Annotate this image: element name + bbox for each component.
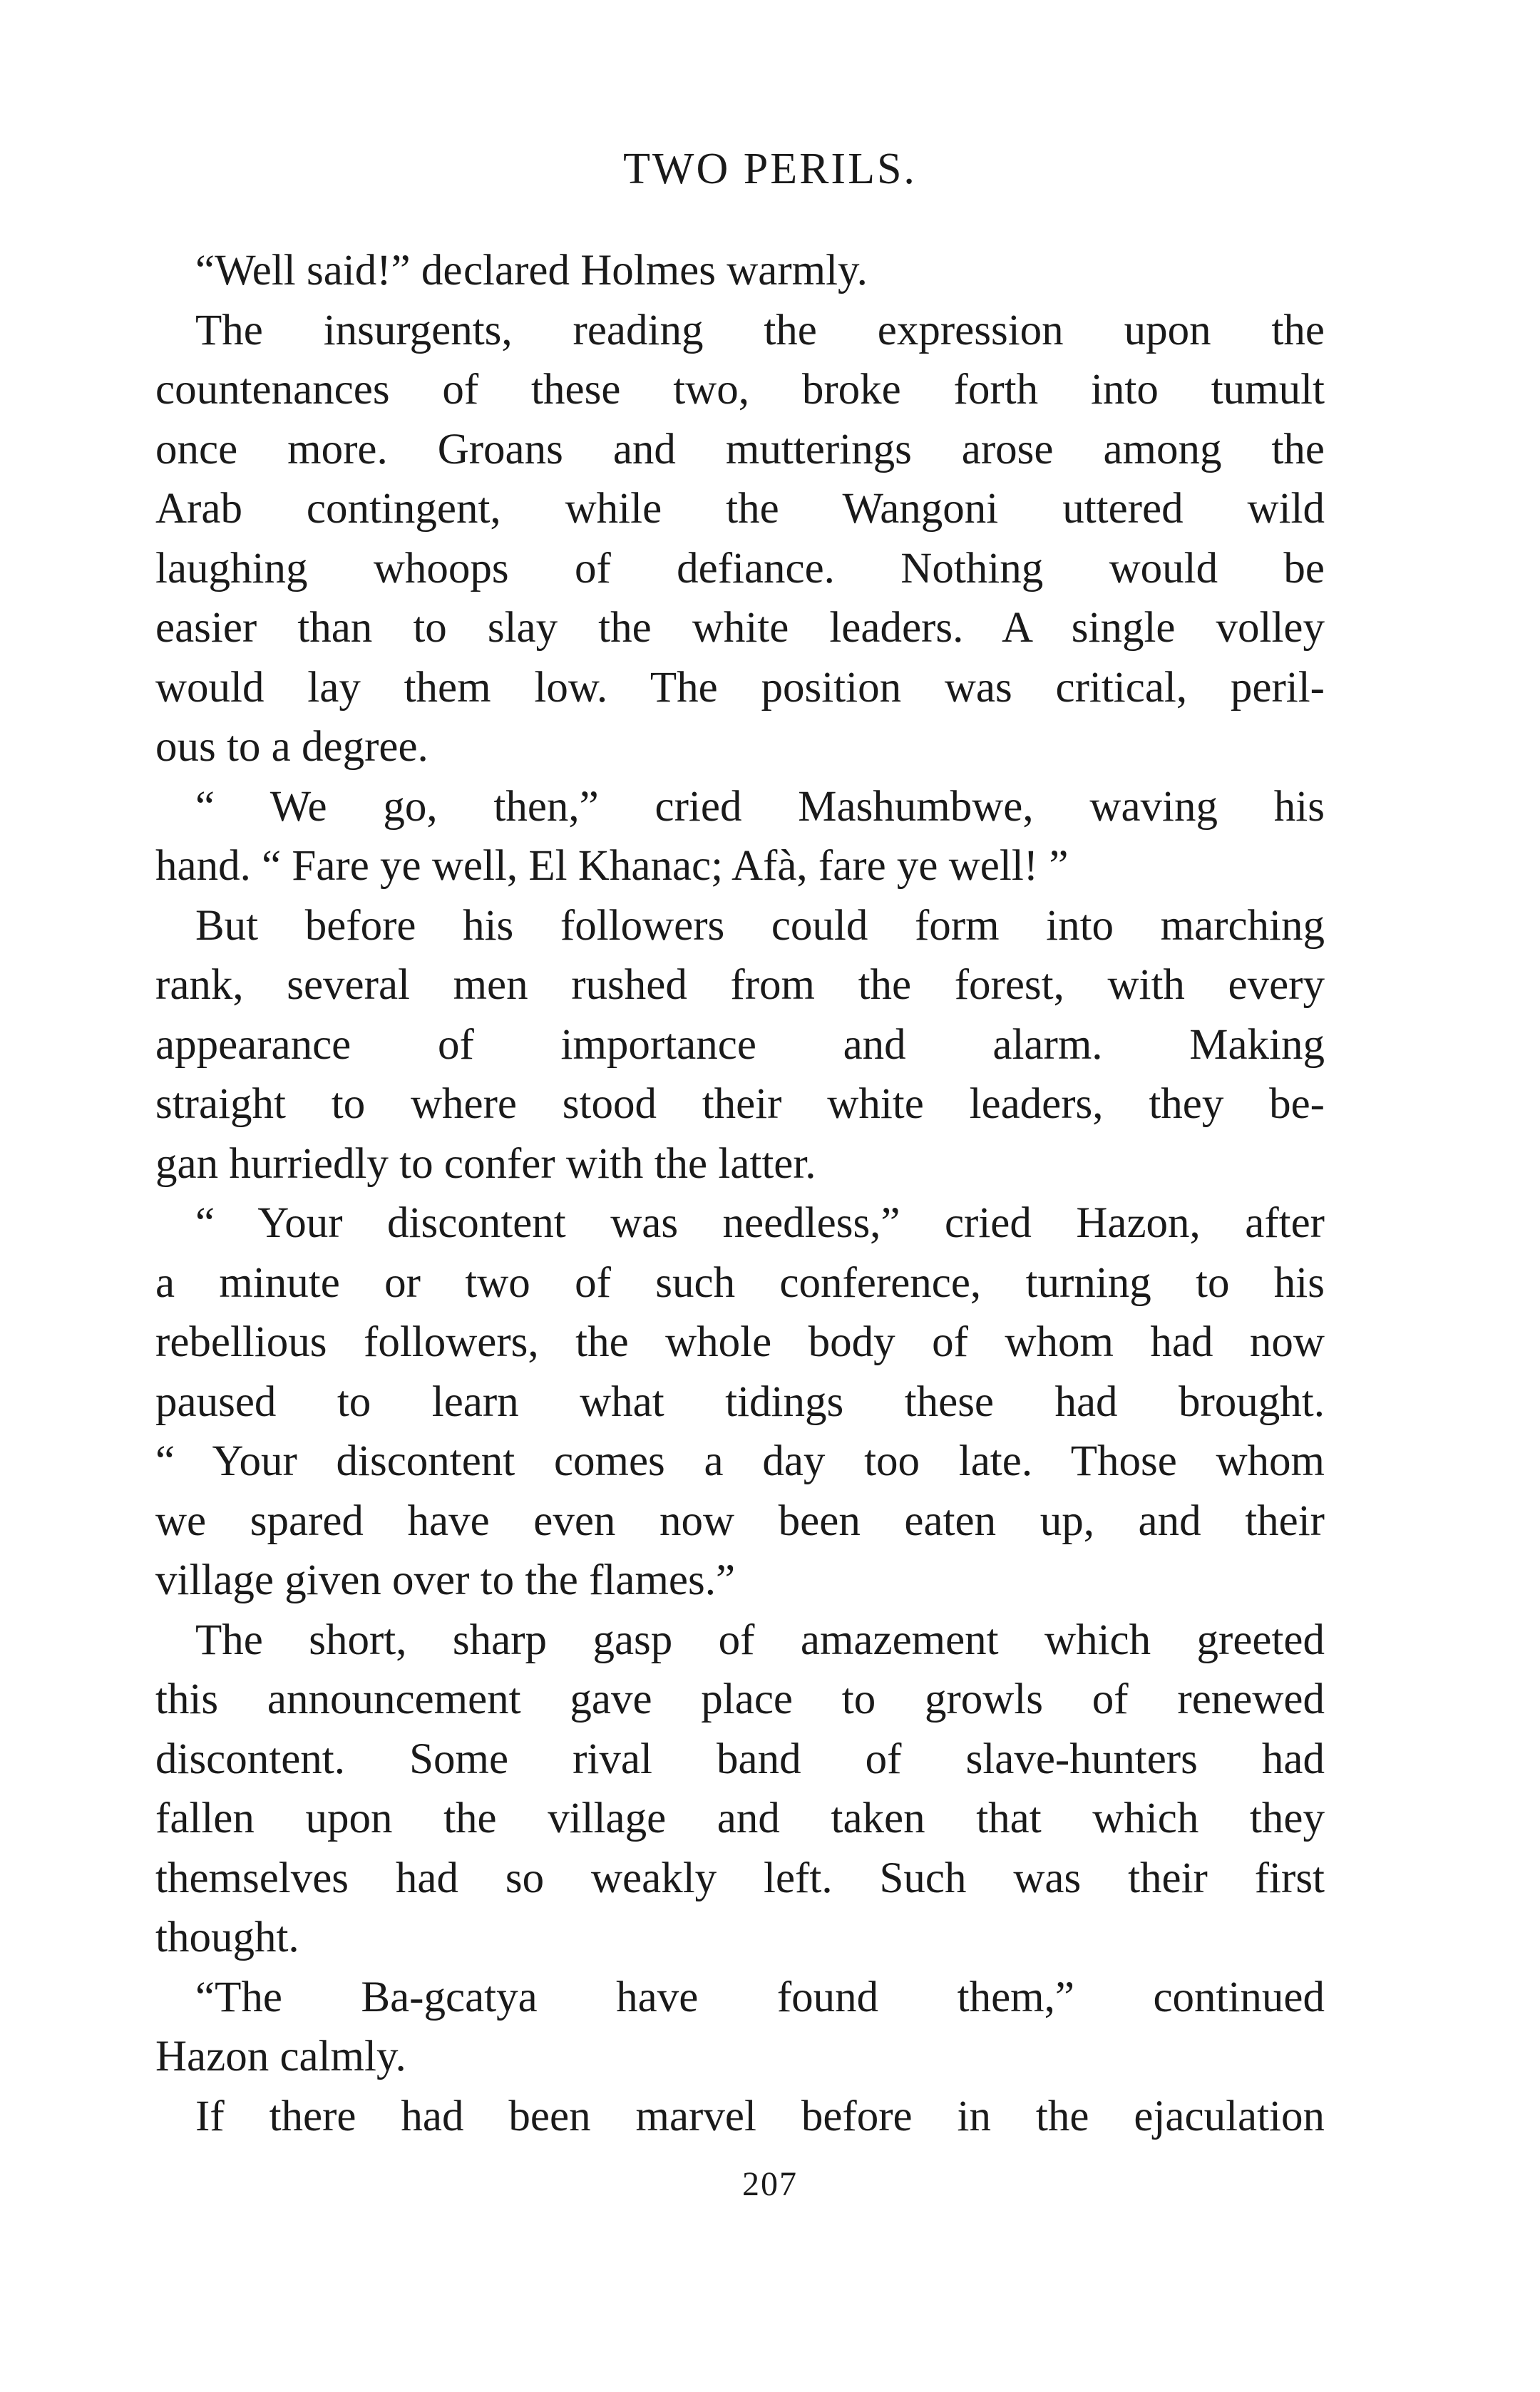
text-line: this announcement gave place to growls of renewed — [155, 1675, 1325, 1723]
text-line: But before his followers could form into marching — [195, 901, 1325, 950]
text-line: paused to learn what tidings these had brought. — [155, 1377, 1325, 1426]
paragraph — [155, 1968, 1325, 2087]
text-line: rebellious followers, the whole body of whom had now — [155, 1318, 1325, 1366]
text-line: Arab contingent, while the Wangoni uttered wild — [155, 485, 1325, 533]
text-line: The insurgents, reading the expression upon the — [195, 306, 1325, 354]
text-line: easier than to slay the white leaders. A single volley — [155, 604, 1325, 652]
text-line: gan hurriedly to confer with the latter. — [155, 1139, 816, 1188]
text-line: themselves had so weakly left. Such was their first — [155, 1854, 1325, 1902]
text-line: discontent. Some rival band of slave-hunters had — [155, 1735, 1325, 1783]
paragraph — [155, 301, 1325, 777]
text-line: fallen upon the village and taken that which they — [155, 1795, 1325, 1842]
paragraph — [155, 1611, 1325, 1968]
text-line: straight to where stood their white leaders, they be- — [155, 1080, 1325, 1128]
text-line: Hazon calmly. — [155, 2033, 406, 2080]
text-line: hand. “ Fare ye well, El Khanac; Afà, fare ye well! ” — [155, 842, 1069, 890]
text-line: “Well said!” dесlared Holmes warmly. — [195, 247, 868, 294]
text-line: “ Your discontent was needless,” cried Hazon, after — [195, 1199, 1325, 1247]
text-line: The short, sharp gasp of amazement which greeted — [195, 1616, 1325, 1664]
text-line: rank, several men rushed from the forest, with every — [155, 961, 1325, 1009]
text-line: ous to a degree. — [155, 723, 428, 771]
text-line: If there had been marvel before in the ejaculation — [195, 2092, 1325, 2140]
text-line: would lay them low. The position was critical, peril- — [155, 663, 1325, 712]
text-line: appearance of importance and alarm. Making — [155, 1020, 1325, 1069]
text-line: laughing whoops of defiance. Nothing would be — [155, 544, 1325, 592]
paragraph — [155, 2087, 1325, 2147]
paragraph — [155, 777, 1325, 896]
text-line: “ We go, then,” cried Mashumbwe, waving his — [195, 782, 1325, 831]
running-head: TWO PERILS. — [623, 145, 917, 193]
paragraph — [155, 241, 1325, 301]
paragraph — [155, 896, 1325, 1194]
page-number: 207 — [742, 2165, 798, 2203]
text-line: countenances of these two, broke forth into tumult — [155, 366, 1325, 414]
text-line: “ Your discontent comes a day too late. Those whom — [155, 1437, 1325, 1485]
body-text — [155, 241, 1325, 2146]
text-line: we spared have even now been eaten up, and their — [155, 1497, 1325, 1545]
paragraph — [155, 1194, 1325, 1611]
text-line: thought. — [155, 1914, 299, 1961]
text-line: a minute or two of such conference, turning to his — [155, 1258, 1325, 1307]
text-line: “The Ba-gcatya have found them,” continued — [195, 1973, 1325, 2021]
text-line: village given over to the flames.” — [155, 1556, 736, 1604]
text-line: once more. Groans and mutterings arose among the — [155, 425, 1325, 473]
